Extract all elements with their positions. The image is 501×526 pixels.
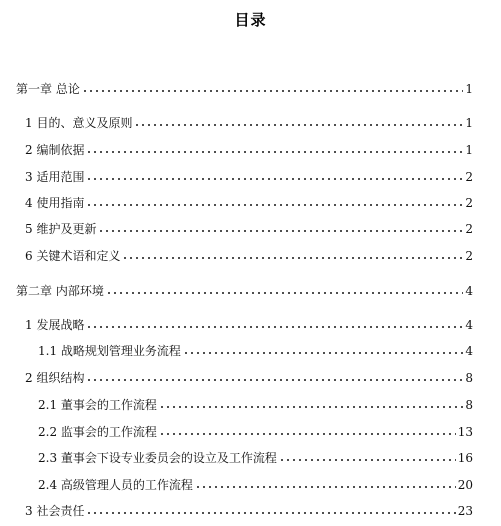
dot-leader	[86, 511, 455, 515]
toc-entry-page: 2	[465, 170, 473, 184]
dot-leader	[195, 485, 456, 489]
dot-leader	[134, 123, 463, 127]
toc-entry[interactable]	[25, 316, 473, 332]
dot-leader	[86, 150, 463, 154]
toc-entry[interactable]	[25, 194, 473, 210]
toc-entry-page: 4	[465, 344, 473, 358]
toc-entry[interactable]	[38, 449, 473, 465]
toc-entry-label: 2 编制依据	[25, 143, 85, 157]
toc-entry-page: 16	[457, 451, 473, 465]
toc-entry-page: 4	[465, 318, 473, 332]
toc-entry[interactable]	[16, 80, 473, 96]
toc-entry[interactable]	[25, 220, 473, 236]
toc-entry[interactable]	[25, 502, 473, 518]
dot-leader	[159, 405, 463, 409]
toc-entry[interactable]	[25, 369, 473, 385]
toc-entry-page: 13	[457, 425, 473, 439]
toc-entry-label: 2.1 董事会的工作流程	[38, 398, 157, 412]
toc-entry-label: 3 社会责任	[25, 504, 85, 518]
toc-entry[interactable]	[16, 282, 473, 298]
dot-leader	[86, 177, 463, 181]
toc-entry-page: 2	[465, 196, 473, 210]
toc-entry-page: 1	[465, 82, 473, 96]
toc-entry[interactable]	[25, 168, 473, 184]
toc-entry[interactable]	[25, 141, 473, 157]
dot-leader	[98, 229, 463, 233]
dot-leader	[86, 203, 463, 207]
toc-entry-label: 6 关键术语和定义	[25, 249, 121, 263]
toc-entry-label: 1.1 战略规划管理业务流程	[38, 344, 181, 358]
toc-entry-label: 3 适用范围	[25, 170, 85, 184]
toc-entry-label: 2 组织结构	[25, 371, 85, 385]
toc-entry-page: 2	[465, 222, 473, 236]
dot-leader	[279, 458, 456, 462]
dot-leader	[122, 256, 463, 260]
toc-entry-page: 1	[465, 143, 473, 157]
toc-entry-page: 4	[465, 284, 473, 298]
toc-entry-label: 4 使用指南	[25, 196, 85, 210]
toc-entry[interactable]	[38, 476, 473, 492]
toc-entry-page: 8	[465, 398, 473, 412]
dot-leader	[86, 378, 463, 382]
toc-entry[interactable]	[25, 247, 473, 263]
toc-entry-label: 1 发展战略	[25, 318, 85, 332]
toc-entry[interactable]	[38, 342, 473, 358]
page-title: 目录	[234, 11, 267, 29]
dot-leader	[106, 291, 464, 295]
toc-entry[interactable]	[25, 114, 473, 130]
toc-entry-label: 第二章 内部环境	[16, 284, 104, 298]
toc-entry[interactable]	[38, 396, 473, 412]
toc-entry-label: 1 目的、意义及原则	[25, 116, 133, 130]
toc-entry-page: 8	[465, 371, 473, 385]
toc-entry-page: 2	[465, 249, 473, 263]
toc-entry-label: 5 维护及更新	[25, 222, 97, 236]
toc-entry[interactable]	[38, 423, 473, 439]
toc-entry-label: 2.2 监事会的工作流程	[38, 425, 157, 439]
dot-leader	[159, 432, 456, 436]
toc-entry-page: 1	[465, 116, 473, 130]
toc-entry-page: 23	[457, 504, 473, 518]
toc-entry-label: 2.4 高级管理人员的工作流程	[38, 478, 193, 492]
dot-leader	[86, 325, 463, 329]
toc-entry-page: 20	[457, 478, 473, 492]
dot-leader	[82, 89, 464, 93]
dot-leader	[183, 351, 463, 355]
toc-entry-label: 2.3 董事会下设专业委员会的设立及工作流程	[38, 451, 277, 465]
toc-entry-label: 第一章 总论	[16, 82, 80, 96]
